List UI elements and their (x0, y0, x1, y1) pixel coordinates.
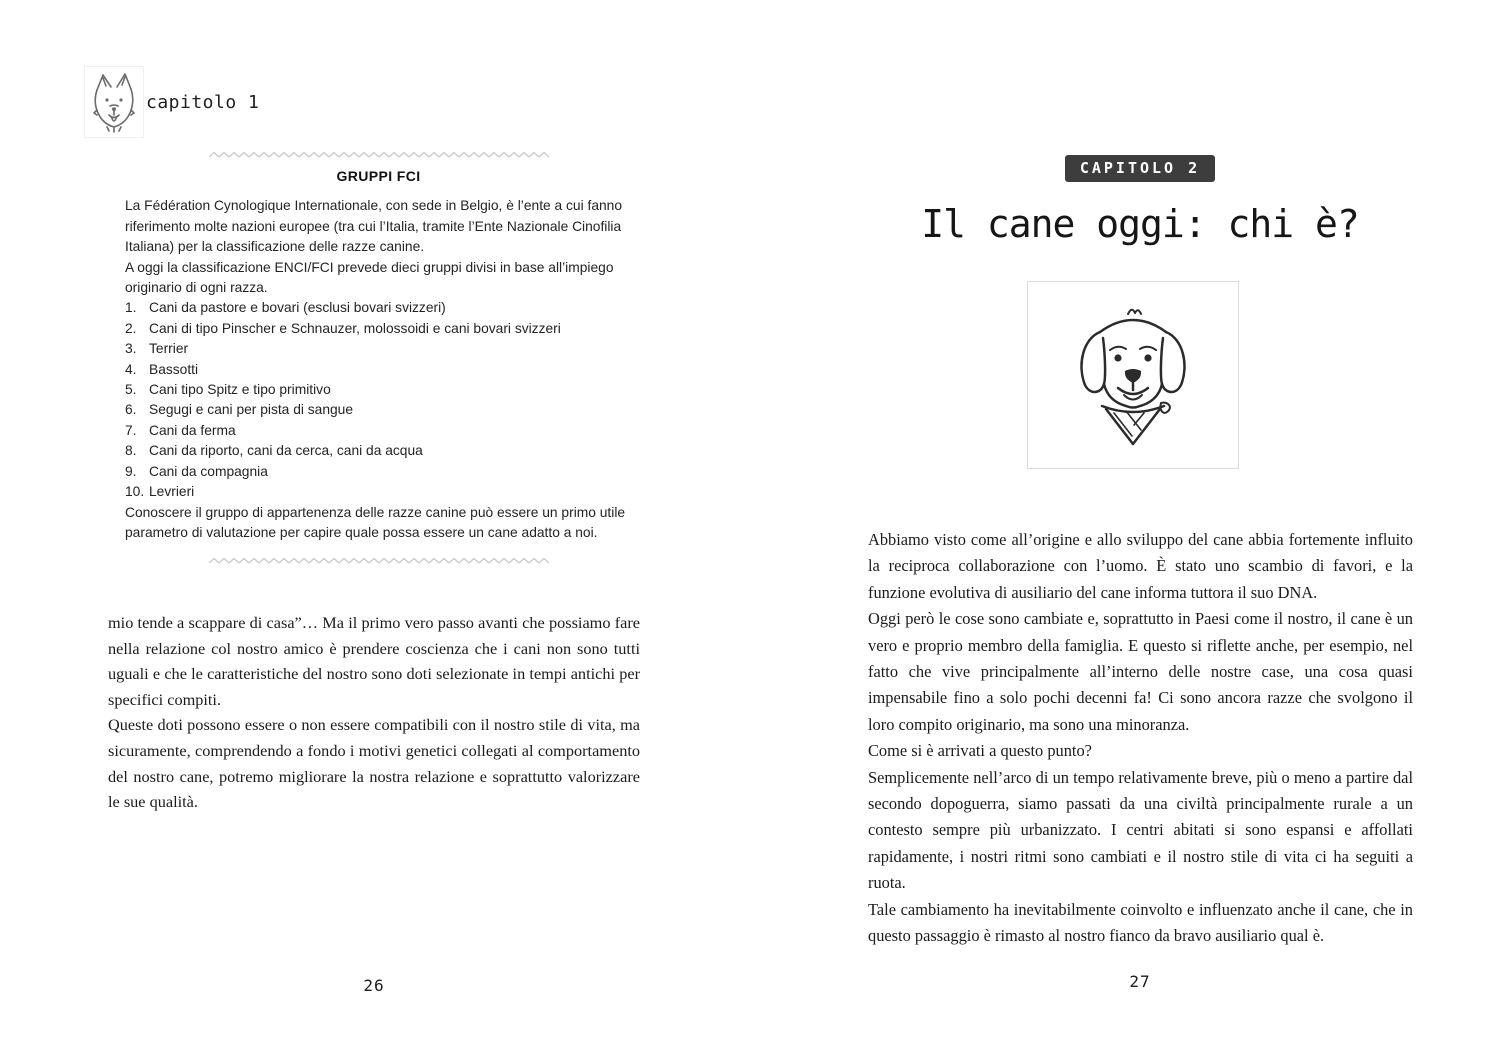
list-item: 2. Cani di tipo Pinscher e Schnauzer, molossoidi e cani bovari svizzeri (125, 320, 561, 336)
list-item: 9. Cani da compagnia (125, 463, 268, 479)
list-item: 10. Levrieri (125, 484, 195, 500)
fci-intro: La Fédération Cynologique Internationale, con sede in Belgio, è l’ente a cui fanno riferimento molte nazioni europee (tra cui l’Italia, tramite l’Ente Nazionale Cinofilia Italiana) per la classificazione delle razze canine. (125, 198, 623, 255)
fci-info-box (125, 150, 632, 566)
paragraph: Queste doti possono essere o non essere compatibili con il nostro stile di vita, ma sicuramente, comprendendo a fondo i motivi genetici collegati al comportamento del nostro cane, potremo migliorare la nostra relazione e soprattutto valorizzare le sue qualità. (108, 715, 640, 812)
paragraph: Come si è arrivati a questo punto? (868, 741, 1092, 761)
dog-illustration (1027, 281, 1239, 469)
paragraph: Oggi però le cose sono cambiate e, soprattutto in Paesi come il nostro, il cane è un vero e proprio membro della famiglia. E questo si riflette anche, per esempio, nel fatto che vive principalmente all’interno delle nostre case, una cosa quasi impensabile fino a solo pochi decenni fa! Ci sono ancora razze che svolgono il loro compito originario, ma sono una minoranza. (868, 609, 1413, 734)
fci-groups-list (125, 298, 632, 502)
chapter-label: capitolo 1 (146, 91, 260, 113)
list-item: 3. Terrier (125, 341, 189, 357)
paragraph: Abbiamo visto come all’origine e allo sviluppo del cane abbia fortemente influito la reciproca collaborazione con l’uomo. È stato uno scambio di favori, e la funzione evolutiva di ausiliario del cane informa tuttora il suo DNA. (868, 530, 1413, 602)
fci-outro: Conoscere il gruppo di appartenenza delle razze canine può essere un primo utile parametro di valutazione per capire quale possa essere un cane adatto a noi. (125, 504, 626, 540)
left-body-text (108, 610, 640, 815)
page-title: Il cane oggi: chi è? (921, 202, 1359, 246)
chapter-marker (84, 66, 259, 138)
fci-intro-2: A oggi la classificazione ENCI/FCI prevede dieci gruppi divisi in base all’impiego originario di ogni razza. (125, 259, 614, 296)
list-item: 4. Bassotti (125, 361, 199, 377)
list-item: 1. Cani da pastore e bovari (esclusi bovari svizzeri) (125, 300, 446, 316)
title-wrap (868, 202, 1412, 246)
chapter-badge: CAPITOLO 2 (1065, 155, 1215, 182)
squiggle-divider-top (209, 150, 549, 160)
fci-heading: GRUPPI FCI (336, 168, 421, 184)
page-number-left: 26 (363, 976, 385, 995)
chapter-badge-wrap (868, 155, 1412, 182)
paragraph: mio tende a scappare di casa”… Ma il primo vero passo avanti che possiamo fare nella relazione col nostro amico è prendere coscienza che i cani non sono tutti uguali e che le caratteristiche del nostro sono doti selezionate in tempi antichi per specifici compiti. (108, 613, 640, 709)
list-item: 7. Cani da ferma (125, 422, 236, 438)
paragraph: Semplicemente nell’arco di un tempo relativamente breve, più o meno a partire dal secondo dopoguerra, siamo passati da una civiltà principalmente rurale a un contesto sempre più urbanizzato. I centri abitati si sono espansi e affollati rapidamente, i nostri ritmi sono cambiati e il nostro stile di vita ci ha seguiti a ruota. (868, 767, 1413, 893)
page-number-right: 27 (1129, 972, 1151, 991)
paragraph: Tale cambiamento ha inevitabilmente coinvolto e influenzato anche il cane, che in questo passaggio è rimasto al nostro fianco da bravo ausiliario qual è. (868, 899, 1413, 946)
dog-sketch-icon (84, 66, 144, 138)
list-item: 5. Cani tipo Spitz e tipo primitivo (125, 382, 331, 398)
squiggle-divider-bottom (209, 556, 549, 566)
list-item: 8. Cani da riporto, cani da cerca, cani da acqua (125, 443, 423, 459)
list-item: 6. Segugi e cani per pista di sangue (125, 402, 354, 418)
right-body-text (868, 527, 1413, 950)
